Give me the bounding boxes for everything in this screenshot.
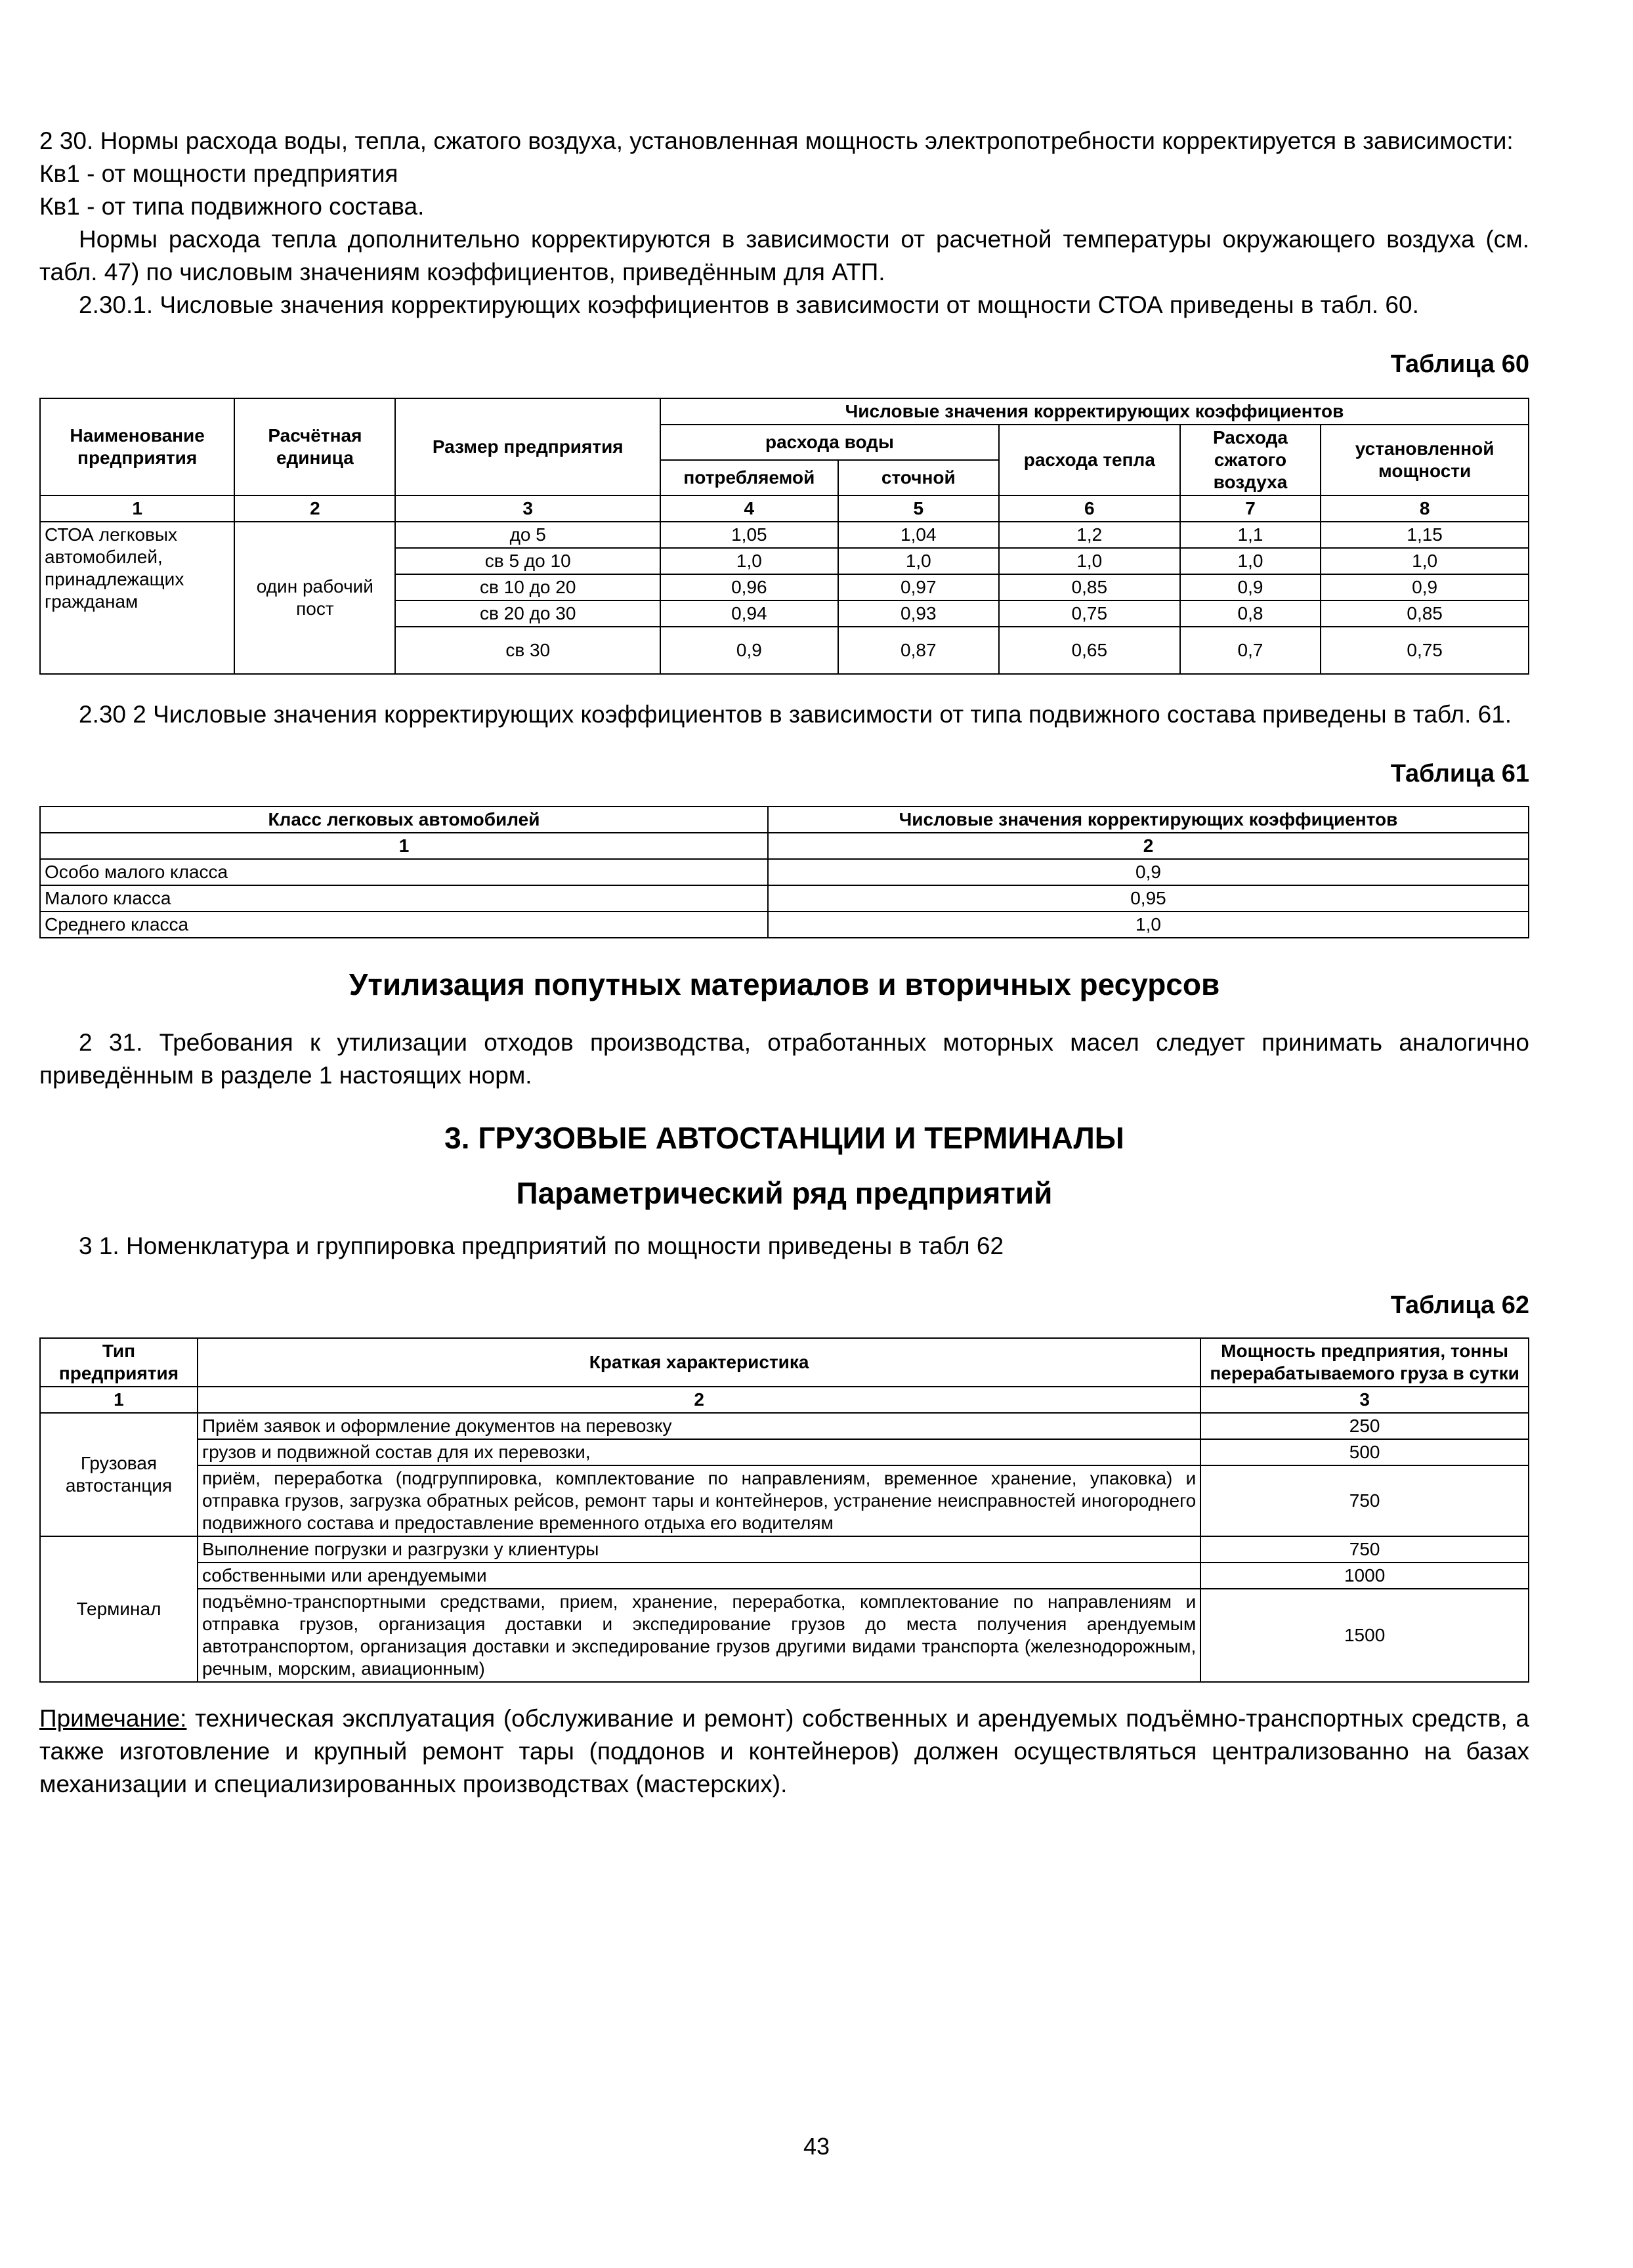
table-row	[40, 1465, 1529, 1536]
table-row	[40, 912, 1529, 938]
table-cell: 0,75	[999, 600, 1180, 627]
table-cell: до 5	[395, 522, 660, 548]
table-cell: 500	[1200, 1439, 1529, 1465]
table-cell: 1,0	[1321, 548, 1529, 574]
page-number: 43	[803, 2133, 830, 2160]
table-60	[39, 398, 1529, 675]
table-cell: 750	[1200, 1536, 1529, 1563]
table-cell: 0,94	[660, 600, 838, 627]
paragraph-2-30: 2 30. Нормы расхода воды, тепла, сжатого воздуха, установленная мощность электропотребности корректируется в зависимости:	[39, 127, 1514, 154]
table-cell: 1,04	[838, 522, 999, 548]
table-cell: Особо малого класса	[40, 859, 768, 885]
table-cell: приём, переработка (подгруппировка, комплектование по направлениям, временное хранение, упаковка) и отправка грузов, загрузка обратных рейсов, ремонт тары и контейнеров, устранение неисправностей иногороднего подвижного состава и предоставление временного отдыха его водителям	[198, 1465, 1200, 1536]
table-cell: 0,87	[838, 627, 999, 674]
table-60-header-power: установленной мощности	[1321, 425, 1529, 495]
intro-section	[39, 125, 1529, 322]
table-row	[40, 859, 1529, 885]
table-60-header-water: расхода воды	[660, 425, 999, 460]
paragraph-kv1-power: Кв1 - от мощности предприятия	[39, 160, 398, 187]
table-62-header-type: Тип предприятия	[40, 1338, 198, 1387]
table-cell: 2	[198, 1387, 1200, 1413]
table-cell: 0,9	[1321, 574, 1529, 600]
paragraph-2-30-1: 2.30.1. Числовые значения корректирующих коэффициентов в зависимости от мощности СТОА приведены в табл. 60.	[79, 291, 1419, 318]
table-60-header-heat: расхода тепла	[999, 425, 1180, 495]
table-row	[40, 1413, 1529, 1439]
table-62-type-terminal: Терминал	[40, 1536, 198, 1682]
section-3-subtitle: Параметрический ряд предприятий	[516, 1176, 1053, 1210]
table-cell: 5	[838, 495, 999, 522]
table-cell: 6	[999, 495, 1180, 522]
table-61	[39, 806, 1529, 938]
table-60-number-row	[40, 495, 1529, 522]
table-cell: 1	[40, 833, 768, 859]
table-cell: 0,9	[660, 627, 838, 674]
table-62-header-capacity: Мощность предприятия, тонны перерабатываемого груза в сутки	[1200, 1338, 1529, 1387]
table-60-header-name: Наименование предприятия	[40, 398, 234, 495]
table-cell: 2	[234, 495, 395, 522]
table-cell: 1,05	[660, 522, 838, 548]
table-60-header-air: Расхода сжатого воздуха	[1180, 425, 1321, 495]
section-3-title: 3. ГРУЗОВЫЕ АВТОСТАНЦИИ И ТЕРМИНАЛЫ	[444, 1121, 1124, 1155]
table-cell: 8	[1321, 495, 1529, 522]
table-cell: 1,0	[768, 912, 1529, 938]
table-cell: 0,75	[1321, 627, 1529, 674]
table-cell: 1500	[1200, 1589, 1529, 1682]
table-cell: 0,95	[768, 885, 1529, 912]
table-cell: 4	[660, 495, 838, 522]
paragraph-3-1: 3 1. Номенклатура и группировка предприятий по мощности приведены в табл 62	[79, 1232, 1004, 1259]
note-paragraph	[39, 1702, 1529, 1801]
table-62-header-description: Краткая характеристика	[198, 1338, 1200, 1387]
table-row	[40, 522, 1529, 548]
table-62-type-autostation: Грузовая автостанция	[40, 1413, 198, 1536]
paragraph-2-31: 2 31. Требования к утилизации отходов производства, отработанных моторных масел следует принимать аналогично приведённым в разделе 1 настоящих норм.	[39, 1029, 1529, 1089]
table-cell: 1,0	[1180, 548, 1321, 574]
note-text: техническая эксплуатация (обслуживание и ремонт) собственных и арендуемых подъёмно-транспортных средств, а также изготовление и крупный ремонт тары (поддонов и контейнеров) должен осуществляться централизованно на базах механизации и специализированных производствах (мастерских).	[39, 1705, 1529, 1797]
table-row	[40, 1589, 1529, 1682]
table-cell: 0,97	[838, 574, 999, 600]
table-cell: Среднего класса	[40, 912, 768, 938]
table-cell: 1,2	[999, 522, 1180, 548]
table-cell: собственными или арендуемыми	[198, 1563, 1200, 1589]
table-row	[40, 1536, 1529, 1563]
table-cell: 0,9	[768, 859, 1529, 885]
table-cell: Приём заявок и оформление документов на перевозку	[198, 1413, 1200, 1439]
table-60-enterprise: СТОА легковых автомобилей, принадлежащих гражданам	[40, 522, 234, 674]
table-cell: 0,8	[1180, 600, 1321, 627]
table-cell: 0,65	[999, 627, 1180, 674]
paragraph-heat-norms: Нормы расхода тепла дополнительно корректируются в зависимости от расчетной температуры окружающего воздуха (см. табл. 47) по числовым значениям коэффициентов, приведённым для АТП.	[39, 226, 1529, 285]
table-cell: 1	[40, 1387, 198, 1413]
table-cell: подъёмно-транспортными средствами, прием, хранение, переработка, комплектование по направлениям и отправка грузов, организация доставки и экспедирование грузов до места получения арендуемым автотранспортом, организация доставки и экспедирование грузов другими видами транспорта (железнодорожным, речным, морским, авиационным)	[198, 1589, 1200, 1682]
table-60-header-unit: Расчётная единица	[234, 398, 395, 495]
table-cell: 250	[1200, 1413, 1529, 1439]
section-util-title: Утилизация попутных материалов и вторичных ресурсов	[349, 967, 1220, 1001]
paragraph-kv1-type: Кв1 - от типа подвижного состава.	[39, 193, 425, 220]
table-cell: 0,93	[838, 600, 999, 627]
table-61-number-row	[40, 833, 1529, 859]
table-cell: св 30	[395, 627, 660, 674]
table-cell: 1	[40, 495, 234, 522]
table-cell: 1,0	[838, 548, 999, 574]
table-cell: 1,0	[999, 548, 1180, 574]
table-62-number-row	[40, 1387, 1529, 1413]
table-cell: 3	[395, 495, 660, 522]
table-row	[40, 885, 1529, 912]
table-60-header-size: Размер предприятия	[395, 398, 660, 495]
table-cell: 1,15	[1321, 522, 1529, 548]
table-cell: 3	[1200, 1387, 1529, 1413]
table-row	[40, 1439, 1529, 1465]
table-cell: св 5 до 10	[395, 548, 660, 574]
table-cell: 7	[1180, 495, 1321, 522]
table-61-caption: Таблица 61	[1390, 760, 1529, 788]
table-60-caption: Таблица 60	[1390, 350, 1529, 378]
table-60-unit: один рабочий пост	[234, 522, 395, 674]
table-cell: 750	[1200, 1465, 1529, 1536]
table-cell: Малого класса	[40, 885, 768, 912]
note-label: Примечание:	[39, 1705, 187, 1732]
table-61-header-coefficients: Числовые значения корректирующих коэффициентов	[768, 807, 1529, 833]
table-cell: св 20 до 30	[395, 600, 660, 627]
table-61-header-class: Класс легковых автомобилей	[40, 807, 768, 833]
table-60-header-coefficients: Числовые значения корректирующих коэффициентов	[660, 398, 1529, 425]
table-row	[40, 1563, 1529, 1589]
table-cell: 0,7	[1180, 627, 1321, 674]
table-cell: грузов и подвижной состав для их перевозки,	[198, 1439, 1200, 1465]
table-cell: 1,1	[1180, 522, 1321, 548]
table-cell: 2	[768, 833, 1529, 859]
table-cell: Выполнение погрузки и разгрузки у клиентуры	[198, 1536, 1200, 1563]
table-cell: 0,85	[1321, 600, 1529, 627]
table-cell: св 10 до 20	[395, 574, 660, 600]
table-60-header-waste: сточной	[838, 460, 999, 495]
page-content	[39, 125, 1529, 1801]
table-cell: 1000	[1200, 1563, 1529, 1589]
table-cell: 0,85	[999, 574, 1180, 600]
table-cell: 0,96	[660, 574, 838, 600]
table-60-header-consumed: потребляемой	[660, 460, 838, 495]
table-cell: 0,9	[1180, 574, 1321, 600]
table-62-caption: Таблица 62	[1390, 1292, 1529, 1319]
table-62	[39, 1337, 1529, 1683]
table-cell: 1,0	[660, 548, 838, 574]
paragraph-2-30-2: 2.30 2 Числовые значения корректирующих коэффициентов в зависимости от типа подвижного состава приведены в табл. 61.	[79, 701, 1512, 728]
